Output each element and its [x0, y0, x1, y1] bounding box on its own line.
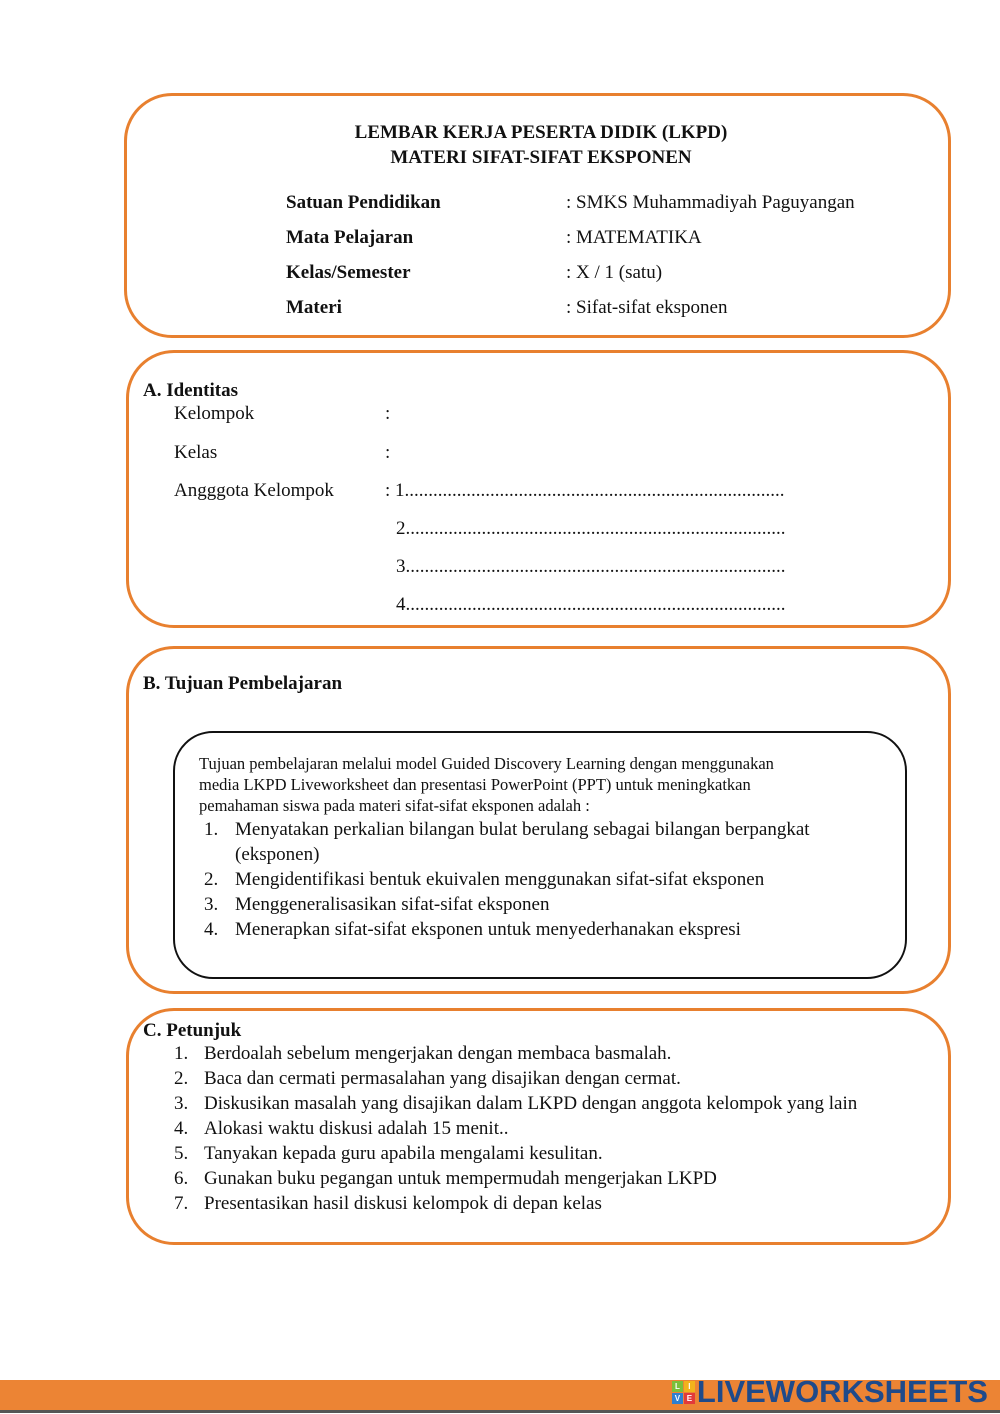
petunjuk-item: Alokasi waktu diskusi adalah 15 menit..	[204, 1118, 509, 1139]
list-number: 1.	[204, 819, 219, 840]
petunjuk-heading: C. Petunjuk	[143, 1020, 242, 1041]
list-number: 6.	[174, 1168, 189, 1189]
petunjuk-item: Tanyakan kepada guru apabila mengalami kesulitan.	[204, 1143, 603, 1164]
tujuan-intro-line: media LKPD Liveworksheet dan presentasi PowerPoint (PPT) untuk meningkatkan	[199, 775, 751, 794]
header-label: Kelas/Semester	[286, 262, 411, 283]
list-number: 5.	[174, 1143, 189, 1164]
header-label: Mata Pelajaran	[286, 227, 414, 248]
tujuan-item: (eksponen)	[235, 844, 320, 865]
list-number: 3.	[174, 1093, 189, 1114]
identitas-field: :	[385, 403, 391, 424]
tujuan-item: Mengidentifikasi bentuk ekuivalen menggunakan sifat-sifat eksponen	[235, 869, 765, 890]
identitas-label: Kelompok	[174, 403, 255, 424]
liveworksheets-logo	[672, 1374, 988, 1410]
list-number: 2.	[204, 869, 219, 890]
header-value: : MATEMATIKA	[566, 227, 702, 248]
tujuan-intro-line: pemahaman siswa pada materi sifat-sifat eksponen adalah :	[199, 796, 590, 815]
identitas-label: Kelas	[174, 441, 218, 463]
list-number: 4.	[204, 919, 219, 940]
tujuan-item: Menerapkan sifat-sifat eksponen untuk menyederhanakan ekspresi	[235, 919, 741, 940]
title-line-1: LEMBAR KERJA PESERTA DIDIK (LKPD)	[354, 122, 728, 143]
member-line: 4................................................................................	[396, 594, 786, 615]
petunjuk-item: Presentasikan hasil diskusi kelompok di depan kelas	[204, 1193, 602, 1214]
tujuan-heading: B. Tujuan Pembelajaran	[143, 673, 343, 694]
petunjuk-item: Gunakan buku pegangan untuk mempermudah mengerjakan LKPD	[204, 1168, 717, 1189]
header-value: : SMKS Muhammadiyah Paguyangan	[566, 192, 855, 213]
petunjuk-item: Diskusikan masalah yang disajikan dalam LKPD dengan anggota kelompok yang lain	[204, 1093, 858, 1114]
identitas-heading: A. Identitas	[143, 380, 239, 401]
identitas-field: : 1................................................................................	[385, 480, 785, 501]
tujuan-item: Menggeneralisasikan sifat-sifat eksponen	[235, 894, 550, 915]
title-line-2: MATERI SIFAT-SIFAT EKSPONEN	[390, 147, 692, 168]
header-label: Materi	[286, 297, 342, 318]
tujuan-item: Menyatakan perkalian bilangan bulat berulang sebagai bilangan berpangkat	[235, 819, 810, 840]
header-label: Satuan Pendidikan	[286, 192, 441, 213]
list-number: 4.	[174, 1118, 189, 1139]
tujuan-intro-line: Tujuan pembelajaran melalui model Guided Discovery Learning dengan menggunakan	[199, 754, 774, 773]
petunjuk-item: Baca dan cermati permasalahan yang disajikan dengan cermat.	[204, 1068, 681, 1089]
list-number: 1.	[174, 1043, 189, 1064]
identitas-field: :	[385, 441, 391, 463]
identitas-label: Angggota Kelompok	[174, 480, 334, 501]
list-number: 3.	[204, 894, 219, 915]
list-number: 2.	[174, 1068, 189, 1089]
logo-text: LIVEWORKSHEETS	[696, 1374, 988, 1409]
live-logo-icon: L I V E	[672, 1381, 695, 1404]
petunjuk-item: Berdoalah sebelum mengerjakan dengan membaca basmalah.	[204, 1043, 672, 1064]
list-number: 7.	[174, 1193, 189, 1214]
header-value: : Sifat-sifat eksponen	[566, 297, 728, 318]
member-line: 2................................................................................	[396, 518, 786, 539]
member-line: 3................................................................................	[396, 556, 786, 577]
header-value: : X / 1 (satu)	[566, 262, 663, 283]
